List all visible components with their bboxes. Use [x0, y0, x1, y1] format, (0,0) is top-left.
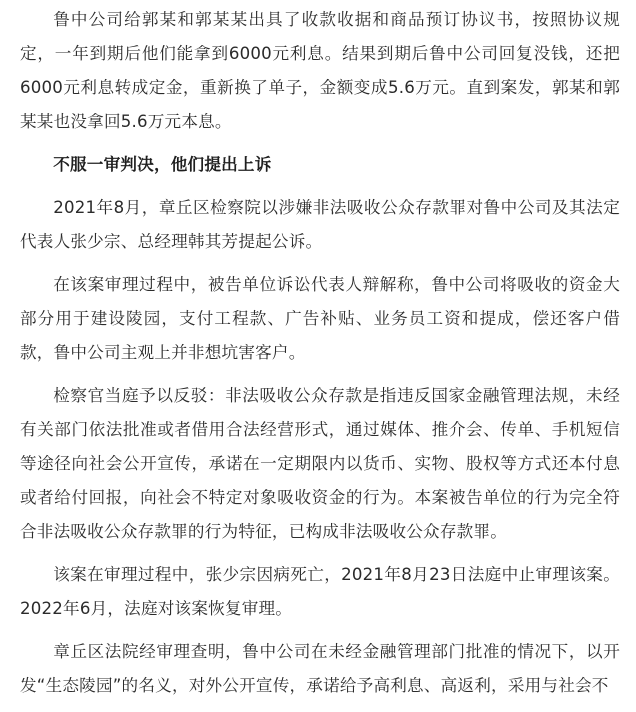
- paragraph-trial-suspension: 该案在审理过程中，张少宗因病死亡，2021年8月23日法庭中止审理该案。2022年6月，法庭对该案恢复审理。: [20, 565, 620, 618]
- section-heading-appeal: 不服一审判决，他们提出上诉: [53, 155, 272, 174]
- paragraph-prosecutor-rebuttal: 检察官当庭予以反驳：非法吸收公众存款是指违反国家金融管理法规，未经有关部门依法批准或者借用合法经营形式，通过媒体、推介会、传单、手机短信等途径向社会公开宣传，承诺在一定期限内以货币、实物、股权等方式还本付息或者给付回报，向社会不特定对象吸收资金的行为。本案被告单位的行为完全符合非法吸收公众存款罪的行为特征，已构成非法吸收公众存款罪。: [20, 386, 620, 541]
- paragraph-prosecution: 2021年8月，章丘区检察院以涉嫌非法吸收公众存款罪对鲁中公司及其法定代表人张少宗、总经理韩其芳提起公诉。: [20, 198, 620, 251]
- paragraph-interest-dispute: 鲁中公司给郭某和郭某某出具了收款收据和商品预订协议书，按照协议规定，一年到期后他们能拿到6000元利息。结果到期后鲁中公司回复没钱，还把6000元利息转成定金，重新换了单子，金额变成5.6万元。直到案发，郭某和郭某某也没拿回5.6万元本息。: [20, 10, 620, 131]
- article-body: [20, 0, 620, 712]
- paragraph-court-findings: 章丘区法院经审理查明，鲁中公司在未经金融管理部门批准的情况下，以开发“生态陵园”的名义，对外公开宣传，承诺给予高利息、高返利，采用与社会不: [20, 642, 620, 695]
- paragraph-defense-argument: 在该案审理过程中，被告单位诉讼代表人辩解称，鲁中公司将吸收的资金大部分用于建设陵园，支付工程款、广告补贴、业务员工资和提成，偿还客户借款，鲁中公司主观上并非想坑害客户。: [20, 275, 620, 362]
